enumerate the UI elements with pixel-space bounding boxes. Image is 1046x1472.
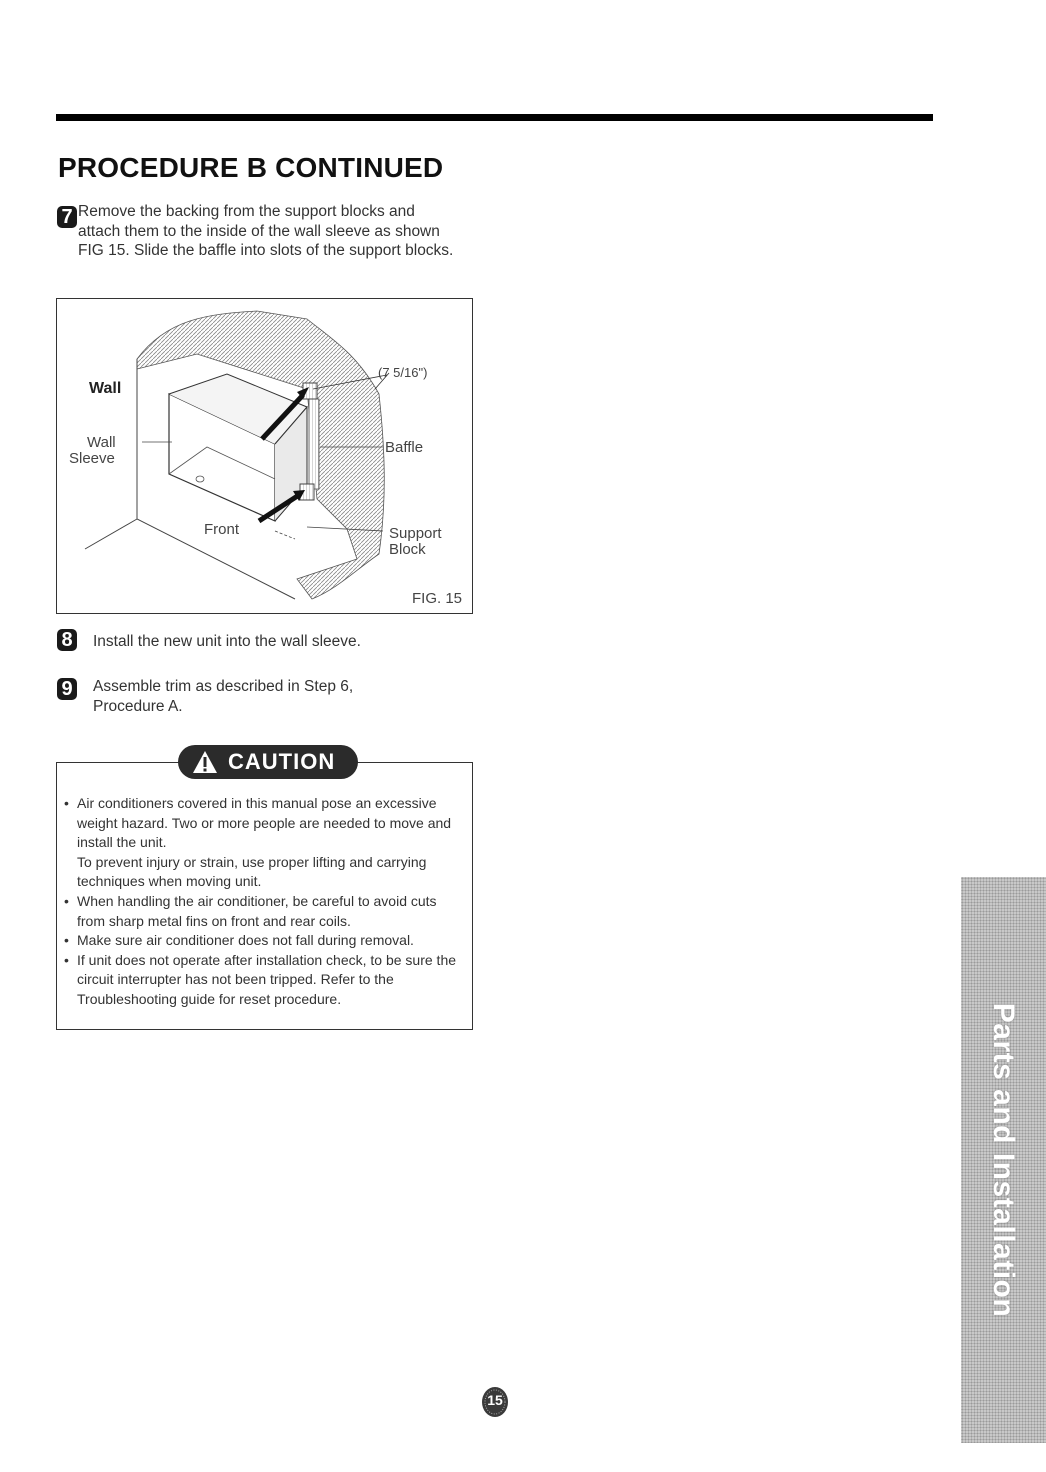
step-9-badge: 9 [57, 678, 77, 700]
section-side-tab [961, 877, 1046, 1443]
caution-item-text: • Air conditioners covered in this manual pose an excessive weight hazard. Two or more people are needed to move and install the unit. [77, 795, 452, 851]
step-9-text [93, 677, 463, 716]
baffle-label: Baffle [385, 439, 424, 456]
support-label-line1: Support [389, 525, 442, 542]
figure-15 [56, 298, 473, 614]
figure-15-illustration [57, 299, 474, 615]
caution-item-text-2: To prevent injury or strain, use proper lifting and carrying techniques when moving unit. [77, 853, 427, 890]
sleeve-label-line2: Sleeve [69, 450, 115, 467]
page-title: PROCEDURE B CONTINUED [58, 152, 444, 183]
front-label: Front [204, 521, 240, 538]
top-rule [56, 114, 933, 121]
step-8-badge: 8 [57, 629, 77, 651]
step-7-text [78, 202, 458, 261]
caution-title: CAUTION [228, 749, 336, 774]
caution-item [64, 931, 464, 951]
caution-item-text: • Make sure air conditioner does not fall during removal. [77, 932, 414, 949]
section-side-tab-label: Parts and Installation [987, 1002, 1020, 1318]
baffle [309, 399, 319, 489]
caution-banner [178, 745, 358, 779]
figure-caption: FIG. 15 [412, 590, 463, 607]
page-number: 15 [487, 1392, 503, 1408]
wall-label: Wall [89, 380, 122, 397]
sleeve-label-line1: Wall [87, 434, 116, 451]
caution-item [64, 794, 464, 892]
step-7-badge: 7 [57, 206, 77, 228]
dimension-label: (7 5/16") [378, 365, 428, 380]
floor-line [85, 519, 137, 549]
caution-list [64, 794, 464, 1010]
caution-item-text: • When handling the air conditioner, be careful to avoid cuts from sharp metal fins on front and rear coils. [77, 892, 437, 929]
step-8-text: Install the new unit into the wall sleeve. [93, 633, 361, 650]
caution-item-text: • If unit does not operate after installation check, to be sure the circuit interrupter has not been tripped. Refer to the Troubleshooting guide for reset procedure. [77, 951, 457, 1007]
page-number-badge [481, 1386, 509, 1418]
caution-item [64, 892, 464, 931]
caution-item [64, 951, 464, 1010]
warning-icon [192, 750, 218, 774]
support-label-line2: Block [389, 541, 426, 558]
step-9-line2: Procedure A. [93, 697, 183, 715]
front-leader [275, 531, 295, 539]
step-9-line1: Assemble trim as described in Step 6, [93, 678, 354, 695]
step-7-text-content: Remove the backing from the support blocks and attach them to the inside of the wall sleeve as shown FIG 15. Slide the baffle into slots of the support blocks. [78, 203, 454, 259]
